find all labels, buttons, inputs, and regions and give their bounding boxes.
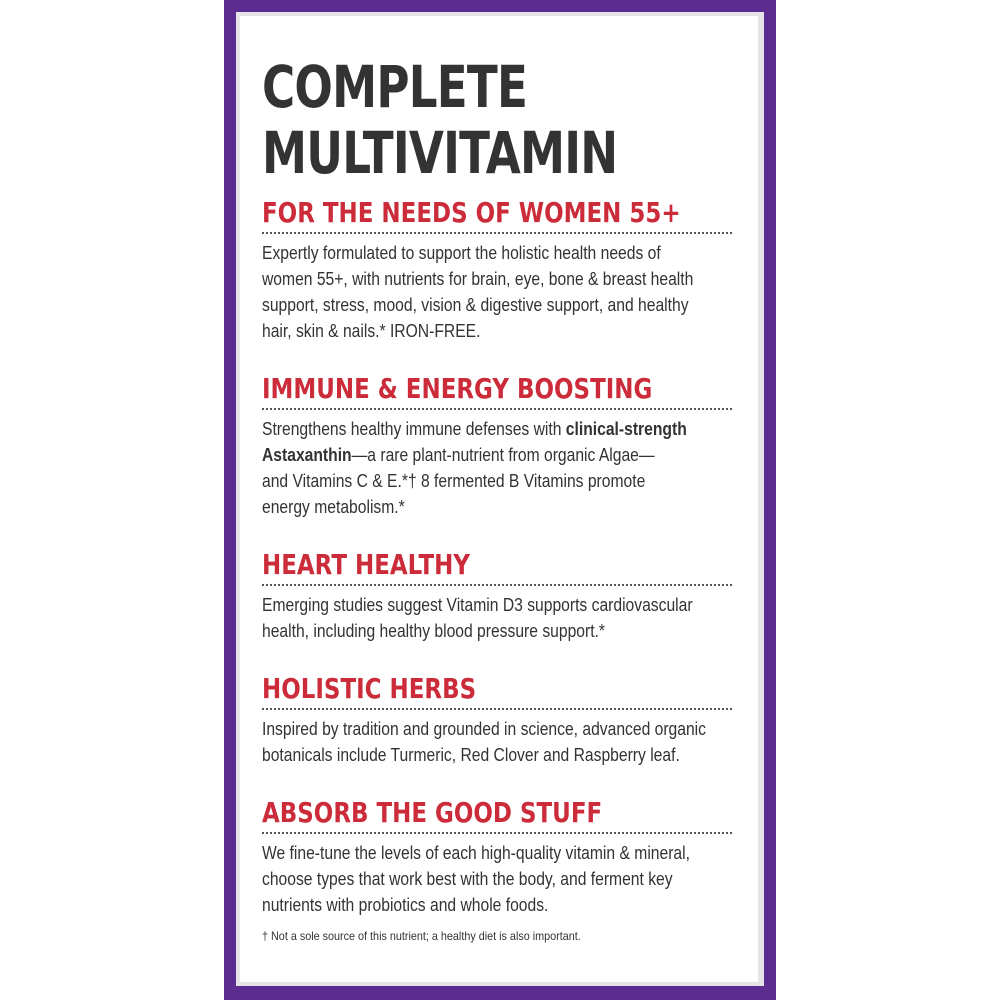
title-line-2: MULTIVITAMIN — [262, 119, 618, 187]
body-line: women 55+, with nutrients for brain, eye, bone & breast health — [262, 269, 694, 289]
section-immune-energy — [262, 372, 736, 520]
body-text: —a rare plant-nutrient from organic Algae— — [351, 445, 655, 465]
section-absorb — [262, 796, 736, 918]
body-line: nutrients with probiotics and whole foods. — [262, 895, 549, 915]
section-heading: ABSORB THE GOOD STUFF — [262, 796, 603, 829]
body-line: energy metabolism.* — [262, 497, 405, 517]
body-line: choose types that work best with the body, and ferment key — [262, 869, 673, 889]
dotted-divider — [262, 832, 732, 834]
section-body — [262, 716, 706, 768]
body-line: and Vitamins C & E.*† 8 fermented B Vitamins promote — [262, 471, 646, 491]
section-body — [262, 416, 687, 520]
body-text: Strengthens healthy immune defenses with — [262, 419, 566, 439]
section-heading: FOR THE NEEDS OF WOMEN 55+ — [262, 196, 681, 229]
section-heart-healthy — [262, 548, 736, 644]
body-line: hair, skin & nails.* IRON-FREE. — [262, 321, 481, 341]
body-line: botanicals include Turmeric, Red Clover and Raspberry leaf. — [262, 745, 680, 765]
section-heading: IMMUNE & ENERGY BOOSTING — [262, 372, 653, 405]
dotted-divider — [262, 584, 732, 586]
body-line: support, stress, mood, vision & digestive support, and healthy — [262, 295, 689, 315]
body-line: We fine-tune the levels of each high-quality vitamin & mineral, — [262, 843, 690, 863]
dotted-divider — [262, 708, 732, 710]
title-line-1: COMPLETE — [262, 53, 528, 121]
body-line: Emerging studies suggest Vitamin D3 supports cardiovascular — [262, 595, 693, 615]
body-line — [262, 416, 687, 442]
body-line — [262, 442, 674, 468]
section-women-55 — [262, 196, 736, 344]
section-body — [262, 240, 694, 344]
section-body — [262, 592, 693, 644]
dotted-divider — [262, 232, 732, 234]
section-heading: HEART HEALTHY — [262, 548, 470, 581]
body-line: Inspired by tradition and grounded in science, advanced organic — [262, 719, 706, 739]
body-line: health, including healthy blood pressure support.* — [262, 621, 606, 641]
product-info-panel — [240, 16, 758, 982]
page-title — [262, 54, 632, 186]
section-holistic-herbs — [262, 672, 736, 768]
section-heading: HOLISTIC HERBS — [262, 672, 477, 705]
body-line: Expertly formulated to support the holistic health needs of — [262, 243, 661, 263]
body-bold-text: clinical-strength — [565, 419, 687, 439]
body-bold-text: Astaxanthin — [262, 445, 352, 465]
dotted-divider — [262, 408, 732, 410]
footnote: † Not a sole source of this nutrient; a healthy diet is also important. — [262, 929, 581, 943]
section-body — [262, 840, 690, 918]
